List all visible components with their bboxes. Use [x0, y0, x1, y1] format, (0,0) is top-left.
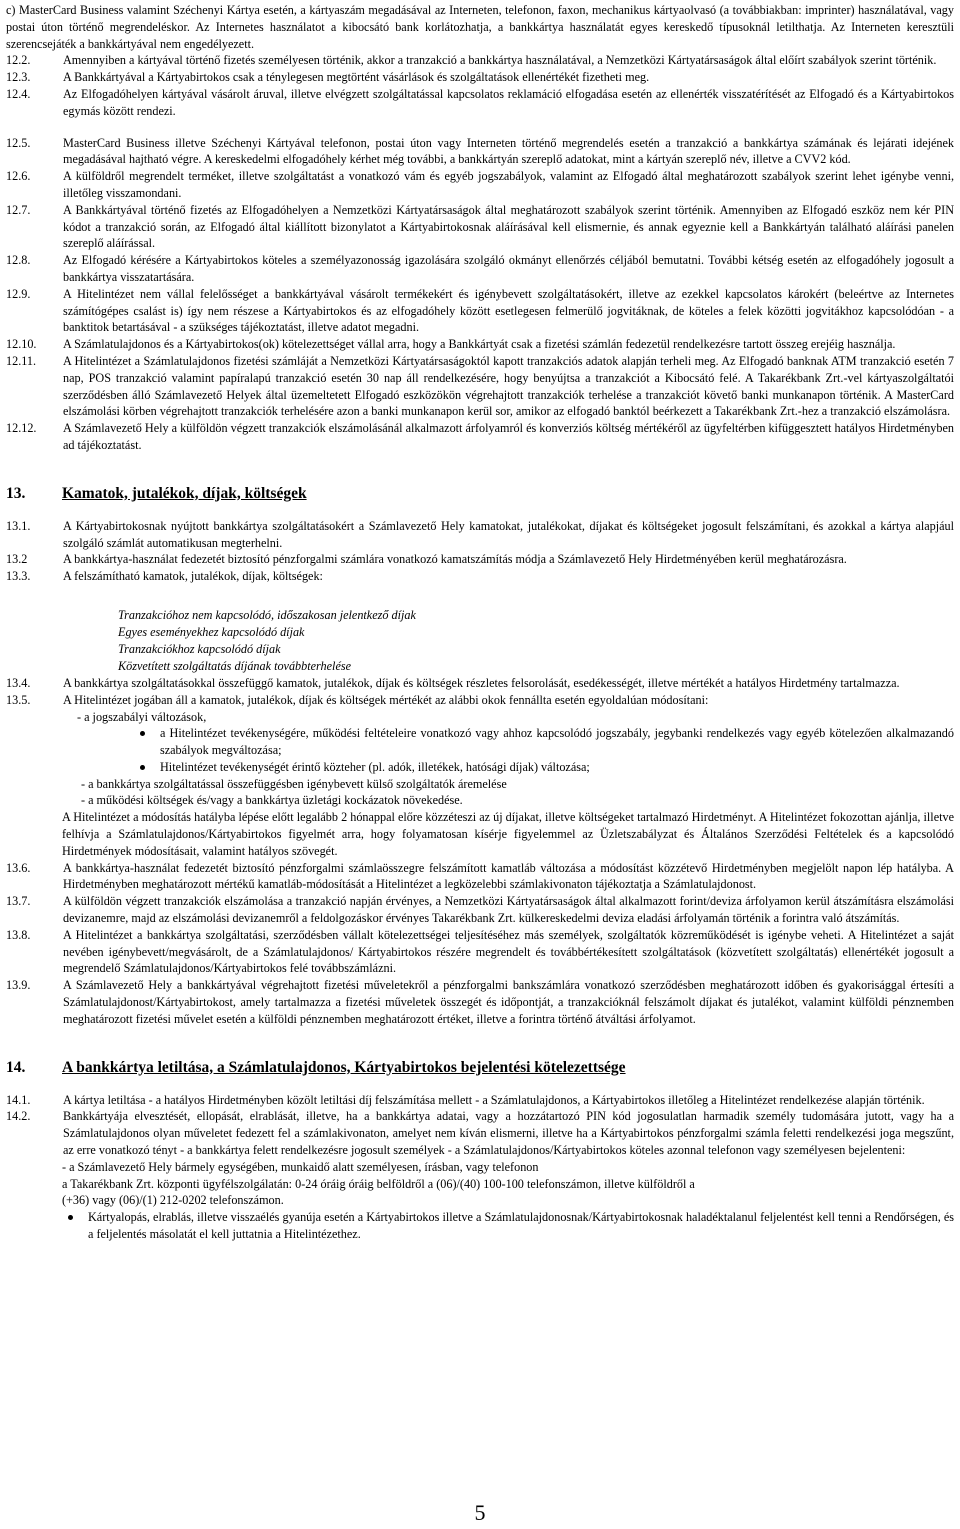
clause-row — [6, 168, 954, 202]
clause-number: 12.6. — [6, 169, 31, 184]
clause-text: MasterCard Business illetve Széchenyi Kártyával telefonon, postai úton vagy Interneten történő megrendelés esetén a tranzakció a bankkártya számának és lejárati idejének megadásával hajtható végre. A kereskedelmi elfogadóhely kérhet még további, a bankkártyán szereplő adatokat, mint a kártyán szereplő név, illetve a CVV2 kód. — [63, 135, 954, 167]
clause-number: 12.3. — [6, 70, 31, 85]
clause-row — [6, 420, 954, 454]
fee-type-item: Egyes eseményekhez kapcsolódó díjak — [118, 624, 305, 639]
clause-number: 14.1. — [6, 1092, 31, 1107]
fee-type-item: Tranzakciókhoz kapcsolódó díjak — [118, 641, 281, 656]
document-page — [6, 2, 954, 1243]
dash-item: - a jogszabályi változások, — [77, 709, 207, 724]
clause-row — [6, 52, 954, 69]
clause-number: 12.11. — [6, 353, 37, 368]
clause-text: A Bankkártyával a Kártyabirtokos csak a ténylegesen megtörtént vásárlások és szolgáltatások ellenértékét fizetheti meg. — [63, 70, 650, 85]
bullet-text: a Hitelintézet tevékenységére, működési feltételeire vonatkozó vagy ahhoz kapcsolódó jogszabály, jegybanki rendelkezés vagy egyéb kötelezően alkalmazandó szabályok megváltozása; — [160, 726, 954, 758]
report-channel-line: - a Számlavezető Hely bármely egységében, munkaidő alatt személyesen, írásban, vagy telefonon — [62, 1159, 539, 1174]
clause-row — [6, 202, 954, 252]
clause-number: 12.8. — [6, 253, 31, 268]
clause-text: Bankkártyája elvesztését, ellopását, elrablását, illetve, ha a bankkártya adatai, vagy a hozzátartozó PIN kód jogosulatlan harmadik személy tudomására jutott, vagy ha a Számlatulajdonos olyan műveletet fedezett fel a számlakivonaton, amelyet nem kíván elismerni, illetve ha a Kártyabirtokos pénzforgalmi számla feletti rendelkezési joga megszűnt, az erre vonatkozó tényt - a bankkártya felett rendelkezésre jogosult személyek - a Számlatulajdonos/Kártyabirtokos köteles azonnal telefonon vagy személyesen bejelenteni: — [63, 1109, 954, 1158]
clause-number: 12.12. — [6, 421, 37, 436]
clause-text: A kártya letiltása - a hatályos Hirdetményben közölt letiltási díj felszámítása mellett - a Számlatulajdonos, a Kártyabirtokos illetőleg a Hitelintézet rendelkezése alapján történik. — [63, 1092, 925, 1107]
clause-row — [6, 518, 954, 552]
clause-row — [6, 1108, 954, 1158]
fee-types-list — [118, 607, 954, 675]
clause-row — [6, 568, 954, 585]
clause-row — [6, 1092, 954, 1109]
clause-row — [6, 86, 954, 120]
bullet-icon — [134, 759, 160, 776]
clause-text: A Számlavezető Hely a külföldön végzett tranzakciók elszámolásánál alkalmazott árfolyamról és konverziós költség mértékéről az ügyfeltérben kifüggesztett hatályos Hirdetményben ad tájékoztatást. — [63, 421, 954, 452]
clause-13-4 — [6, 675, 954, 692]
clause-number: 13.2 — [6, 552, 28, 567]
clause-text: A Kártyabirtokosnak nyújtott bankkártya szolgáltatásokért a Számlavezető Hely kamatokat, jutalékokat, díjakat és költségeket jogosult felszámítani, és azokkal a kártya alapjául szolgáló számlát automatikusan megterhelni. — [63, 518, 954, 550]
clause-text: A külföldön végzett tranzakciók elszámolása a tranzakció napján érvényes, a Nemzetközi Kártyatársaságok által alkalmazott forint/deviza árfolyamon kerül átszámításra elszámolási devizanemre, majd az elszámolási devizanemről a feldolgozáskor érvényes Takarékbank Zrt. külkereskedelmi deviza eladási árfolyamán történik a forintra való átszámítás. — [63, 894, 954, 926]
clause-text: A bankkártya szolgáltatásokkal összefüggő kamatok, jutalékok, díjak és költségek részletes felsorolását, esedékességét, illetve mértékét a hatályos Hirdetmény tartalmazza. — [63, 675, 900, 690]
clause-text: A Számlatulajdonos és a Kártyabirtokos(ok) kötelezettséget vállal arra, hogy a Bankkártyát csak a fizetési számlán fedezetül rendelkezésre tartott összeg erejéig használja. — [63, 337, 896, 352]
clause-text: A felszámítható kamatok, jutalékok, díjak, költségek: — [63, 569, 323, 584]
clause-number: 14.2. — [6, 1109, 31, 1124]
report-channel-line: a Takarékbank Zrt. központi ügyfélszolgálatán: 0-24 óráig óráig belföldről a (06)/(40) 100-100 telefonszámon, illetve külföldről a — [62, 1176, 695, 1191]
clause-text: Az Elfogadó kérésére a Kártyabirtokos köteles a személyazonosság igazolására szolgáló okmányt ellenőrzés céljából bemutatni. További kétség esetén az elfogadóhely jogosult a bankkártya visszatartására. — [63, 253, 954, 284]
section-14-title: A bankkártya letiltása, a Számlatulajdonos, Kártyabirtokos bejelentési kötelezettsége — [62, 1058, 626, 1076]
clause-row — [6, 252, 954, 286]
bullet-item — [134, 759, 954, 776]
clause-text: A Hitelintézet nem vállal felelősséget a bankkártyával vásárolt termékekért és igénybevett szolgáltatásokért, illetve az ezekkel kapcsolatos károkért (beleértve az Internetes számítógépes csalást is) így nem részese a Kártyabirtokos és az elfogadóhely között esetlegesen felmerülő jogvitáknak, de köteles a felek közötti jogvitákhoz kapcsolódóan - a banktitok betartásával - a szükséges tájékoztatást, illetve adatot megadni. — [63, 286, 954, 335]
clause-row — [6, 927, 954, 977]
clause-row — [6, 353, 954, 420]
clause-13-5 — [6, 692, 954, 726]
bullet-item — [62, 1209, 954, 1243]
clause-number: 13.1. — [6, 518, 31, 533]
bullet-item — [134, 725, 954, 759]
bullet-text: Hitelintézet tevékenységét érintő közteher (pl. adók, illetékek, hatósági díjak) változása; — [160, 759, 590, 774]
clause-row — [6, 977, 954, 1027]
clause-number: 13.7. — [6, 894, 31, 909]
page-number: 5 — [474, 1500, 486, 1525]
section-14-number: 14. — [6, 1058, 26, 1076]
intro-paragraph: c) MasterCard Business valamint Széchenyi Kártya esetén, a kártyaszám megadásával az Interneten, telefonon, faxon, mechanikus kártyaolvasó (a továbbiakban: imprinter) használatával, vagy postai úton történő megrendeléskor. Az Internetes használatot a kibocsátó bank korlátozhatja, a bankkártya használatát egyes kereskedő típusoknál letilthatja. Az Interneten keresztüli szerencsejáték a bankkártyával nem engedélyezett. — [6, 3, 954, 51]
section-13a-list — [6, 518, 954, 585]
clause-number: 13.9. — [6, 978, 31, 993]
clause-number: 12.2. — [6, 53, 31, 68]
clause-number: 13.5. — [6, 692, 31, 707]
clause-number: 13.6. — [6, 860, 31, 875]
bullet-icon — [134, 725, 160, 759]
section-13-heading — [6, 484, 954, 504]
clause-number: 13.8. — [6, 927, 31, 942]
clause-row — [6, 551, 954, 568]
section-14-list — [6, 1092, 954, 1159]
clause-13-5-intro: A Hitelintézet jogában áll a kamatok, jutalékok, díjak és költségek mértékét az alábbi okok fennállta esetén egyoldalúan módosítani: — [63, 692, 709, 707]
clause-number: 13.4. — [6, 675, 31, 690]
section-12-list — [6, 52, 954, 453]
clause-text: A Hitelintézet a bankkártya szolgáltatási, szerződésben vállalt kötelezettségei teljesítéséhez más személyek, szolgáltatók közreműködését is igénybe veheti. A Hitelintézet a saját nevében igénybevett/megvásárolt, de a Számlatulajdonos/ Kártyabirtokos részére megrendelt és továbbértékesített szolgáltatások (közvetített szolgáltatás) ellenértékét jogosult a megrendelő Számlatulajdonos/Kártyabirtokos felé továbbszámlázni. — [63, 927, 954, 976]
clause-text: A Számlavezető Hely a bankkártyával végrehajtott fizetési műveletekről a pénzforgalmi bankszámlára vonatkozó szerződésben meghatározott időben és gyakorisággal értesíti a Számlatulajdonost/Kártyabirtokost, amely tartalmazza a fizetési műveletek összegét és időpontját, a tranzakcióknál felszámolt díjakat és jutalékot, valamint külföldi pénznemben meghatározott fizetési művelet esetén a külföldi pénznemben meghatározott értéket, illetve a forintra történő átváltási árfolyamot. — [63, 978, 954, 1026]
clause-row — [6, 69, 954, 86]
fee-type-item: Tranzakcióhoz nem kapcsolódó, időszakosan jelentkező díjak — [118, 607, 416, 622]
report-channel-line: (+36) vagy (06)/(1) 212-0202 telefonszámon. — [62, 1193, 284, 1208]
clause-text — [63, 692, 954, 726]
dash-item: - a működési költségek és/vagy a bankkártya üzletági kockázatok növekedése. — [81, 793, 463, 808]
clause-number: 12.9. — [6, 286, 31, 301]
clause-text: A bankkártya-használat fedezetét biztosító pénzforgalmi számlaösszegre felszámított kamatláb változása a módosítást közzétevő Hirdetményben megjelölt napon lép hatályba. A Hirdetményben meghatározott mértékű kamatláb-módosítását a Hitelintézet a legközelebbi számlakivonaton tájékoztatja a Számlatulajdonost. — [63, 860, 954, 892]
clause-row — [6, 286, 954, 336]
clause-text: A külföldről megrendelt terméket, illetve szolgáltatást a vonatkozó vám és egyéb jogszabályok, valamint az Elfogadó által meghatározott szabályok szerint lehet igénybe venni, illetőleg visszamondani. — [63, 169, 954, 200]
clause-number: 12.4. — [6, 86, 31, 101]
clause-number: 13.3. — [6, 569, 31, 584]
clause-number: 12.10. — [6, 337, 37, 352]
clause-text: A Bankkártyával történő fizetés az Elfogadóhelyen a Nemzetközi Kártyatársaságok által meghatározott szabályok szerint történik. Amennyiben az Elfogadó eszköz nem kér PIN kódot a tranzakció során, az Elfogadó által kiállított bizonylatot a Kártyabirtokosnak aláírásával kell elismernie, és annak egyeznie kell a Bankkártyán található aláírási panelen szereplő aláírással. — [63, 202, 954, 251]
clause-text: A bankkártya-használat fedezetét biztosító pénzforgalmi számlára vonatkozó kamatszámítás módja a Számlavezető Hely Hirdetményében kerül meghatározásra. — [63, 552, 847, 567]
clause-row — [6, 860, 954, 894]
section-13b-list — [6, 860, 954, 1028]
clause-13-5-closing: A Hitelintézet a módosítás hatályba lépése előtt legalább 2 hónappal előre közzéteszi az új díjakat, illetve költségeket tartalmazó Hirdetményt. A Hitelintézet fokozottan ajánlja, illetve felhívja a Számlatulajdonos/Kártyabirtokos figyelmét arra, hogy folyamatosan kísérje figyelemmel az Üzletszabályzat és Általános Szerződési Feltételek és a kapcsolódó Hirdetmények módosításait, valamint hatályos szövegét. — [62, 810, 954, 858]
bullet-text: Kártyalopás, elrablás, illetve visszaélés gyanúja esetén a Kártyabirtokos illetve a Számlatulajdonosnak/Kártyabirtokosnak haladéktalanul feljelentést kell tenni a Rendőrségen, és a feljelentés másolatát el kell juttatnia a Hitelintézethez. — [88, 1210, 954, 1242]
clause-row — [6, 336, 954, 353]
clause-number: 12.5. — [6, 135, 31, 150]
fee-type-item: Közvetített szolgáltatás díjának továbbterhelése — [118, 658, 352, 673]
bullet-icon — [62, 1209, 88, 1243]
clause-number: 12.7. — [6, 202, 31, 217]
clause-text: A Hitelintézet a Számlatulajdonos fizetési számláját a Nemzetközi Kártyatársaságoktól kapott tranzakciós adatok alapján terheli meg. Az Elfogadó banknak ATM tranzakció esetén 7 nap, POS tranzakció valamint papíralapú tranzakció esetén 30 nap áll rendelkezésére, hogy benyújtsa a tranzakciót a Kibocsátó felé. A Takarékbank Zrt.-vel kártyaszolgáltatói szerződésben álló Számlavezető Helyek által üzemeltetett Elfogadó eszközökön végrehajtott tranzakciók terhelése a tranzakciót követő banki munkanapon történik. A MasterCard elszámolási körben végrehajtott tranzakciók terhelésére azon a banki munkanapon kerül sor, amikor az elfogadó banktól beérkezett a Takarékbank Zrt.-hez a tranzakció elszámolásra. — [63, 353, 954, 419]
section-13-number: 13. — [6, 484, 26, 502]
clause-row — [6, 135, 954, 169]
clause-text: Az Elfogadóhelyen kártyával vásárolt áruval, illetve elvégzett szolgáltatással kapcsolatos reklamáció elfogadása esetén az ellenérték visszatérítését az Elfogadó és a Kártyabirtokos egymás között rendezi. — [63, 86, 954, 118]
clause-row — [6, 893, 954, 927]
section-14-heading — [6, 1058, 954, 1078]
dash-item: - a bankkártya szolgáltatással összefüggésben igénybevett külső szolgáltatók áremelése — [81, 776, 507, 791]
section-13-title: Kamatok, jutalékok, díjak, költségek — [62, 484, 307, 502]
clause-text: Amennyiben a kártyával történő fizetés személyesen történik, akkor a tranzakció a bankkártya használatával, a Nemzetközi Kártyatársaságok által előírt szabályok szerint történik. — [63, 53, 937, 68]
